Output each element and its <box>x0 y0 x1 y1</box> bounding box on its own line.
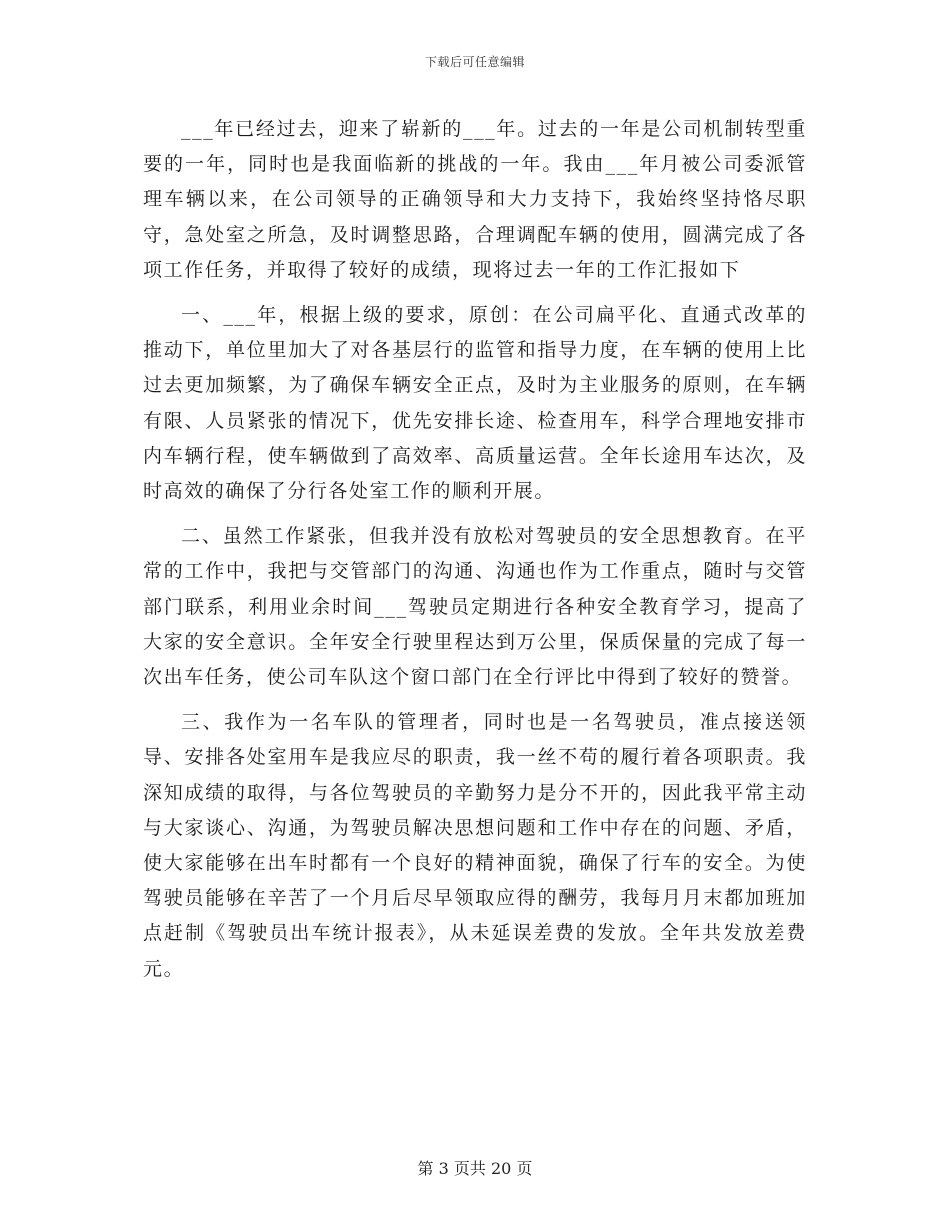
document-body <box>143 112 807 997</box>
paragraph-section-one: 一、___年，根据上级的要求，原创：在公司扁平化、直通式改革的推动下，单位里加大了对各基层行的监管和指导力度，在车辆的使用上比过去更加频繁，为了确保车辆安全正点，及时为主业服务的原则，在车辆有限、人员紧张的情况下，优先安排长途、检查用车，科学合理地安排市内车辆行程，使车辆做到了高效率、高质量运营。全年长途用车达次，及时高效的确保了分行各处室工作的顺利开展。 <box>143 304 807 503</box>
paragraph-intro: ___年已经过去，迎来了崭新的___年。过去的一年是公司机制转型重要的一年，同时也是我面临新的挑战的一年。我由___年月被公司委派管理车辆以来，在公司领导的正确领导和大力支持下，我始终坚持恪尽职守，急处室之所急，及时调整思路，合理调配车辆的使用，圆满完成了各项工作任务，并取得了较好的成绩，现将过去一年的工作汇报如下 <box>143 118 807 281</box>
paragraph-section-two: 二、虽然工作紧张，但我并没有放松对驾驶员的安全思想教育。在平常的工作中，我把与交管部门的沟通、沟通也作为工作重点，随时与交管部门联系，利用业余时间___驾驶员定期进行各种安全教育学习，提高了大家的安全意识。全年安全行驶里程达到万公里，保质保量的完成了每一次出车任务，使公司车队这个窗口部门在全行评比中得到了较好的赞誉。 <box>143 525 807 689</box>
paragraph-section-three: 三、我作为一名车队的管理者，同时也是一名驾驶员，准点接送领导、安排各处室用车是我应尽的职责，我一丝不苟的履行着各项职责。我深知成绩的取得，与各位驾驶员的辛勤努力是分不开的，因此我平常主动与大家谈心、沟通，为驾驶员解决思想问题和工作中存在的问题、矛盾，使大家能够在出车时都有一个良好的精神面貌，确保了行车的安全。为使驾驶员能够在辛苦了一个月后尽早领取应得的酬劳，我每月月末都加班加点赶制《驾驶员出车统计报表》，从未延误差费的发放。全年共发放差费元。 <box>143 711 807 980</box>
page-header: 下载后可任意编辑 <box>424 55 525 69</box>
page-number-footer: 第 3 页共 20 页 <box>417 1159 533 1178</box>
